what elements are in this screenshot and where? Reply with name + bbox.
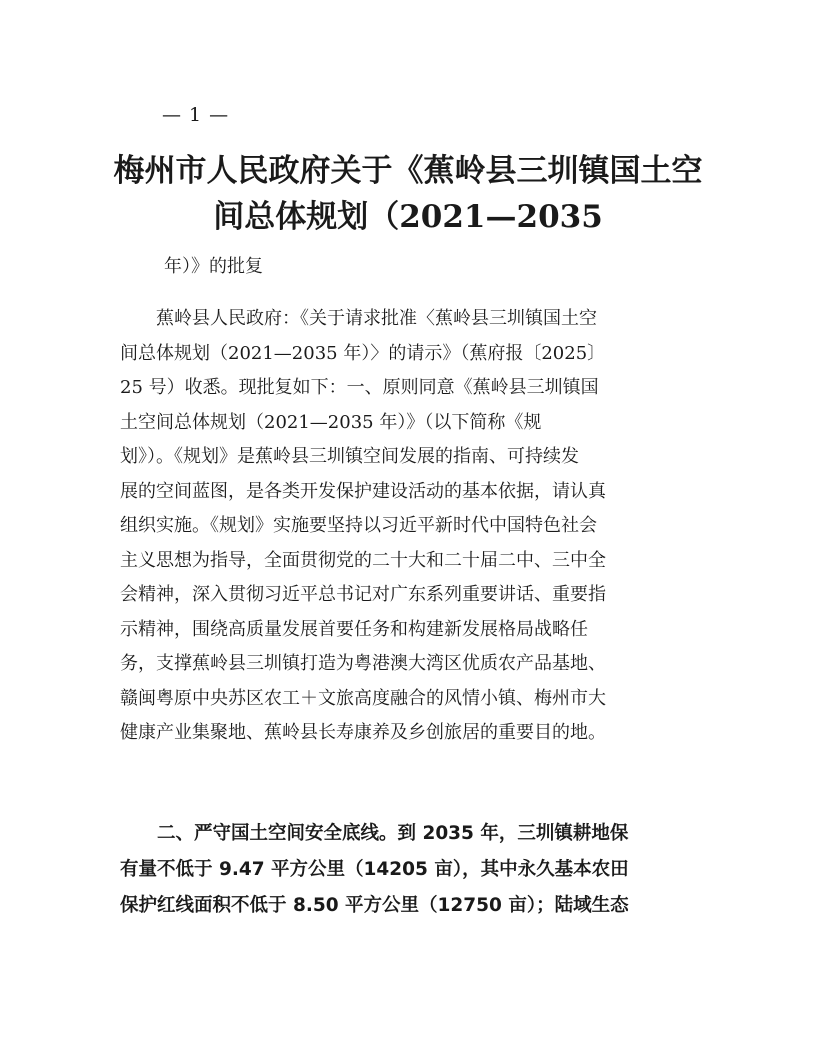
title-continuation: 年）》的批复	[164, 256, 263, 277]
paragraph-line: 组织实施。《规划》实施要坚持以习近平新时代中国特色社会	[120, 515, 597, 536]
paragraph-line: 25 号）收悉。现批复如下：一、原则同意《蕉岭县三圳镇国	[120, 377, 599, 398]
paragraph-line: 土空间总体规划（2021—2035 年）》（以下简称《规	[120, 411, 542, 433]
title-line-1: 梅州市人民政府关于《蕉岭县三圳镇国土空	[113, 153, 703, 189]
paragraph-1	[120, 302, 700, 751]
paragraph-line: 展的空间蓝图，是各类开发保护建设活动的基本依据，请认真	[120, 480, 606, 502]
paragraph-line: 务，支撑蕉岭县三圳镇打造为粤港澳大湾区优质农产品基地、	[120, 653, 606, 674]
paragraph-line: 示精神，围绕高质量发展首要任务和构建新发展格局战略任	[120, 618, 588, 640]
paragraph-line: 蕉岭县人民政府：《关于请求批准〈蕉岭县三圳镇国土空	[120, 308, 597, 329]
paragraph-line: 划》）。《规划》是蕉岭县三圳镇空间发展的指南、可持续发	[120, 446, 579, 467]
document-title	[110, 148, 706, 240]
paragraph-line: 健康产业集聚地、蕉岭县长寿康养及乡创旅居的重要目的地。	[120, 722, 606, 743]
paragraph-line: 间总体规划（2021—2035 年）〉的请示》（蕉府报〔2025〕	[120, 342, 606, 364]
paragraph-line: 保护红线面积不低于 8.50 平方公里（12750 亩）；陆域生态	[120, 895, 629, 916]
paragraph-line: 赣闽粤原中央苏区农工＋文旅高度融合的风情小镇、梅州市大	[120, 687, 606, 709]
page-number: — 1 —	[162, 104, 230, 126]
paragraph-2	[120, 816, 700, 924]
paragraph-line: 二、严守国土空间安全底线。到 2035 年，三圳镇耕地保	[120, 823, 629, 844]
paragraph-line: 主义思想为指导，全面贯彻党的二十大和二十届二中、三中全	[120, 549, 606, 571]
paragraph-line: 有量不低于 9.47 平方公里（14205 亩），其中永久基本农田	[120, 859, 629, 880]
paragraph-line: 会精神，深入贯彻习近平总书记对广东系列重要讲话、重要指	[120, 584, 606, 605]
title-line-2: 间总体规划（2021—2035	[213, 199, 603, 235]
